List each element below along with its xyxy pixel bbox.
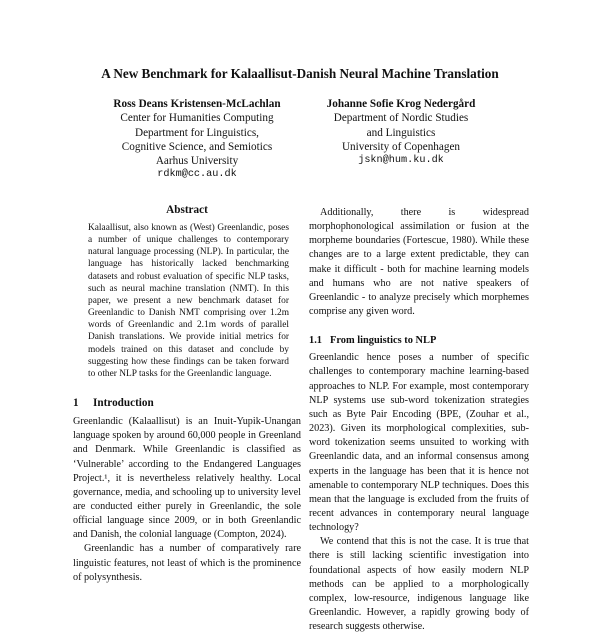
author-affiliation: Center for Humanities Computing: [120, 112, 274, 125]
author-email[interactable]: rdkm@cc.au.dk: [157, 169, 237, 181]
body-paragraph: Additionally, there is widespread morphophonological assimilation or fusion at the morpheme boundaries (Fortescue, 1980). While these changes are to a large extent predictable, they can make it difficult - both for machine learning models and humans who are not native speakers of Greenlandic - to analyze precisely which morphemes comprise any given word.: [309, 207, 529, 318]
body-paragraph: We contend that this is not the case. It is true that there is still lacking scientific investigation into foundational aspects of how easily modern NLP methods can be applied to a morphologically complex, low-resource, indigenous language like Greenlandic. However, a rapidly growing body of research suggests otherwise.: [309, 536, 529, 633]
subsection-title: From linguistics to NLP: [330, 335, 437, 347]
body-paragraph: Greenlandic has a number of comparatively rare linguistic features, not least of which is the prominence of polysynthesis.: [73, 543, 301, 583]
body-paragraph: Greenlandic hence poses a number of specific challenges to contemporary machine learning-based approaches to NLP. For example, most contemporary NLP systems use sub-word tokenization strategies such as Byte Pair Encoding (BPE, (Zouhar et al., 2023). Given its morphological complexities, sub-word tokenization seems unsuited to working with Greenlandic data, and an informal consensus among experts in the language has been that it is hence not amenable to contemporary NLP techniques. Does this mean that the language is excluded from the fruits of recent advances in contemporary neural language technology?: [309, 352, 529, 534]
section-heading-introduction: [73, 397, 301, 409]
author-affiliation: Department of Nordic Studies: [333, 112, 469, 125]
author-block-2: [296, 97, 506, 168]
paper-title: A New Benchmark for Kalaallisut-Danish Neural Machine Translation: [101, 66, 499, 81]
author-affiliation: Aarhus University: [155, 155, 239, 168]
abstract-heading: Abstract: [166, 204, 208, 216]
author-name: Ross Deans Kristensen-McLachlan: [113, 98, 281, 110]
author-name: Johanne Sofie Krog Nedergård: [326, 98, 476, 110]
abstract-text: Kalaallisut, also known as (West) Greenlandic, poses a number of unique challenges to contemporary natural language processing (NLP). In particular, the language has historically lacked benchmarking datasets and robust evaluation of specific NLP tasks, such as neural machine translation (NMT). In this paper, we present a new benchmark dataset for Greenlandic to Danish NMT comprising over 1.2m words of Greenlandic and 2.1m words of parallel Danish translations. We provide initial metrics for models trained on this dataset and conclude by suggesting how these findings can be taken forward to other NLP tasks for the Greenlandic language.: [88, 223, 289, 379]
body-paragraph: Greenlandic (Kalaallisut) is an Inuit-Yupik-Unangan language spoken by around 60,000 people in Greenland and Denmark. While Greenlandic is classified as ‘Vulnerable’ according to the Endangered Languages Project.¹, it is nevertheless relatively healthy. Local governance, media, and schooling up to university level are conducted either purely in Greenlandic, the sole official language since 2009, or in both Greenlandic and Danish, the colonial language (Compton, 2024).: [73, 416, 301, 541]
subsection-heading: [309, 335, 529, 346]
author-affiliation: and Linguistics: [366, 126, 436, 139]
section-number: 1: [73, 397, 79, 410]
author-email[interactable]: jskn@hum.ku.dk: [358, 155, 444, 167]
author-block-1: [97, 97, 297, 183]
left-column: [73, 204, 301, 585]
subsection-number: 1.1: [309, 335, 322, 347]
author-affiliation: Cognitive Science, and Semiotics: [121, 140, 273, 153]
right-column: [309, 204, 529, 634]
author-affiliation: Department for Linguistics,: [135, 126, 259, 139]
section-title: Introduction: [93, 397, 154, 410]
author-affiliation: University of Copenhagen: [341, 140, 461, 153]
